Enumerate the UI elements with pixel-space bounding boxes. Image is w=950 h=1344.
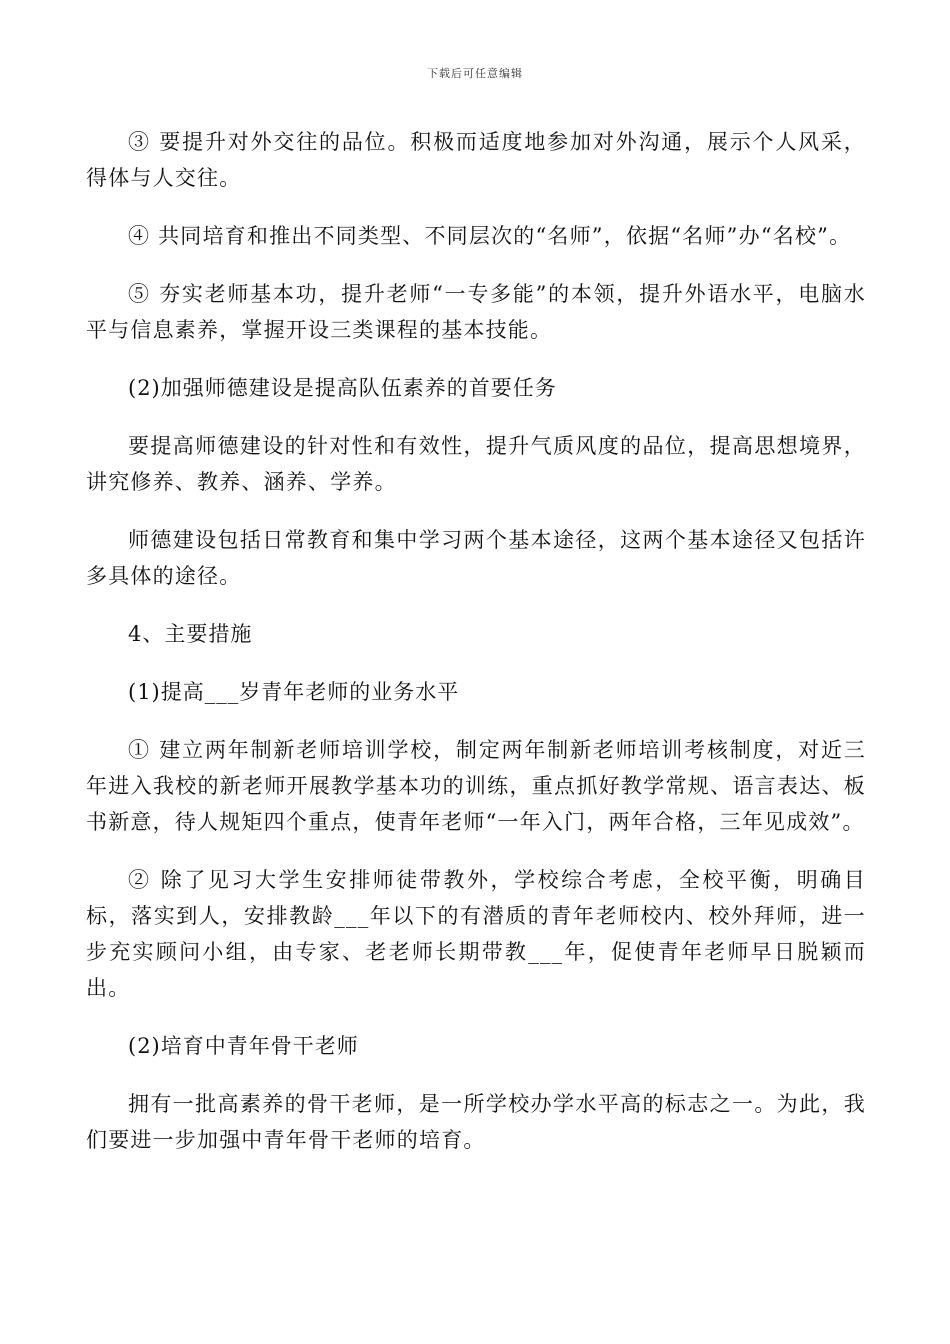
paragraph-ethics-goal: 要提高师德建设的针对性和有效性，提升气质风度的品位，提高思想境界，讲究修养、教养、涵养、学养。 [86, 434, 866, 494]
paragraph-measure-2: ② 除了见习大学生安排师徒带教外，学校综合考虑，全校平衡，明确目标，落实到人，安排教龄___年以下的有潜质的青年老师校内、校外拜师，进一步充实顾问小组，由专家、老老师长期带教___年，促使青年老师早日脱颖而出。 [86, 868, 866, 1000]
paragraph-backbone: 拥有一批高素养的骨干老师，是一所学校办学水平高的标志之一。为此，我们要进一步加强中青年骨干老师的培育。 [86, 1092, 866, 1152]
paragraph-measure-1: ① 建立两年制新老师培训学校，制定两年制新老师培训考核制度，对近三年进入我校的新老师开展教学基本功的训练，重点抓好教学常规、语言表达、板书新意，待人规矩四个重点，使青年老师“一年入门，两年合格，三年见成效”。 [86, 738, 866, 834]
subheading-young-teachers: (1)提高___岁青年老师的业务水平 [128, 680, 460, 704]
document-body [86, 124, 866, 1180]
section-heading-measures: 4、主要措施 [128, 622, 253, 646]
page-header-watermark: 下载后可任意编辑 [427, 67, 523, 80]
paragraph-ethics-paths: 师德建设包括日常教育和集中学习两个基本途径，这两个基本途径又包括许多具体的途径。 [86, 528, 866, 588]
paragraph-item-5: ⑤ 夯实老师基本功，提升老师“一专多能”的本领，提升外语水平，电脑水平与信息素养，掌握开设三类课程的基本技能。 [86, 282, 866, 342]
paragraph-item-3: ③ 要提升对外交往的品位。积极而适度地参加对外沟通，展示个人风采，得体与人交往。 [86, 130, 866, 190]
paragraph-item-4: ④ 共同培育和推出不同类型、不同层次的“名师”，依据“名师”办“名校”。 [128, 224, 852, 248]
subheading-backbone-teachers: (2)培育中青年骨干老师 [128, 1034, 359, 1058]
subheading-ethics: (2)加强师德建设是提高队伍素养的首要任务 [128, 376, 557, 400]
